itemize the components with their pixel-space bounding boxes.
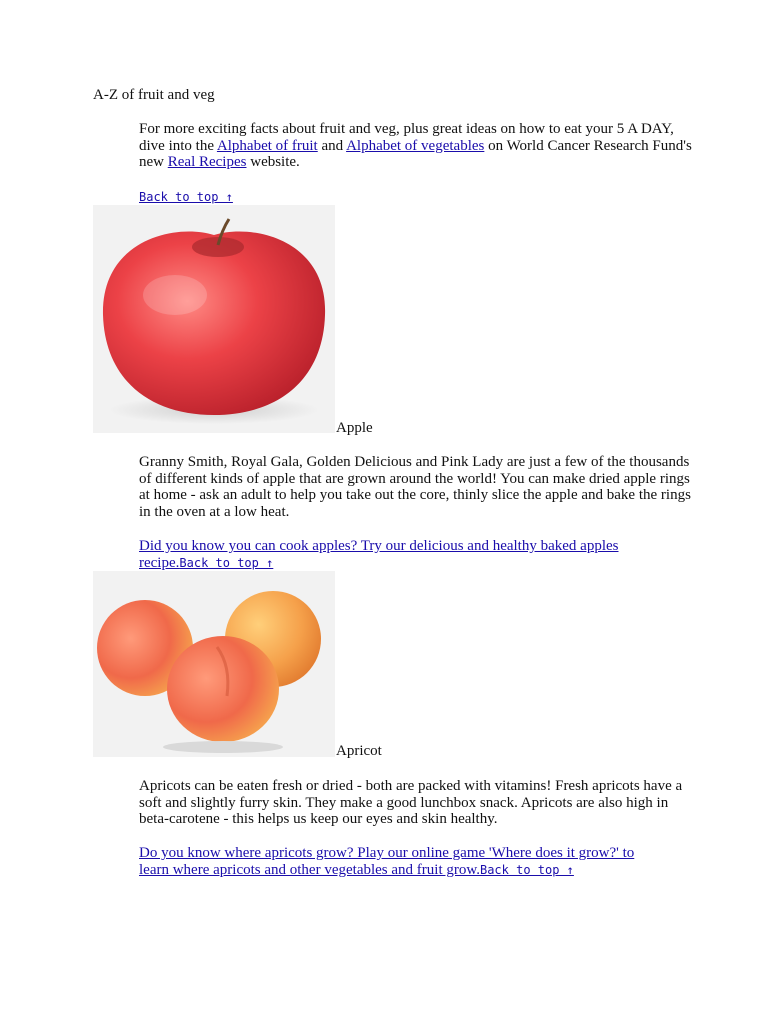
apricot-caption: Apricot <box>336 743 382 759</box>
intro-text-end: website. <box>246 154 300 170</box>
page-title: A-Z of fruit and veg <box>93 87 215 103</box>
back-to-top-link[interactable]: Back to top ↑ <box>179 555 274 570</box>
intro-text-before: For more exciting facts about fruit and veg, plus great ideas on how to eat your 5 A DAY, dive into the <box>139 121 674 154</box>
apple-description: Granny Smith, Royal Gala, Golden Delicious and Pink Lady are just a few of the thousands of different kinds of apple that are grown around the world! You can make dried apple rings at home - ask an adult to help you take out the core, thinly slice the apple and bake the rings in the oven at a low heat. <box>139 454 691 520</box>
intro-text-mid: on World Cancer Research Fund's new <box>139 137 692 170</box>
apricot-description: Apricots can be eaten fresh or dried - both are packed with vitamins! Fresh apricots have a soft and slightly furry skin. They make a good lunchbox snack. Apricots are also high in beta-carotene - this helps us keep our eyes and skin healthy. <box>139 778 683 827</box>
intro-text-and: and <box>317 137 347 154</box>
back-to-top-link[interactable]: Back to top ↑ <box>139 190 233 204</box>
apricot-link-block <box>139 845 699 878</box>
apple-link-block <box>139 538 699 571</box>
real-recipes-link[interactable]: Real Recipes <box>167 154 247 170</box>
baked-apples-recipe-link[interactable]: Did you know you can cook apples? Try our delicious and healthy baked apples recipe. <box>139 538 619 571</box>
alphabet-of-vegetables-link[interactable]: Alphabet of vegetables <box>346 137 485 154</box>
apple-image <box>93 205 335 433</box>
alphabet-of-fruit-link[interactable]: Alphabet of fruit <box>216 137 318 154</box>
where-does-it-grow-link[interactable]: Do you know where apricots grow? Play our online game 'Where does it grow?' to learn where apricots and other vegetables and fruit grow. <box>139 845 635 878</box>
apple-caption: Apple <box>336 420 373 436</box>
back-to-top-link[interactable]: Back to top ↑ <box>479 862 574 877</box>
apricot-image <box>93 571 335 757</box>
intro-paragraph <box>139 121 699 171</box>
